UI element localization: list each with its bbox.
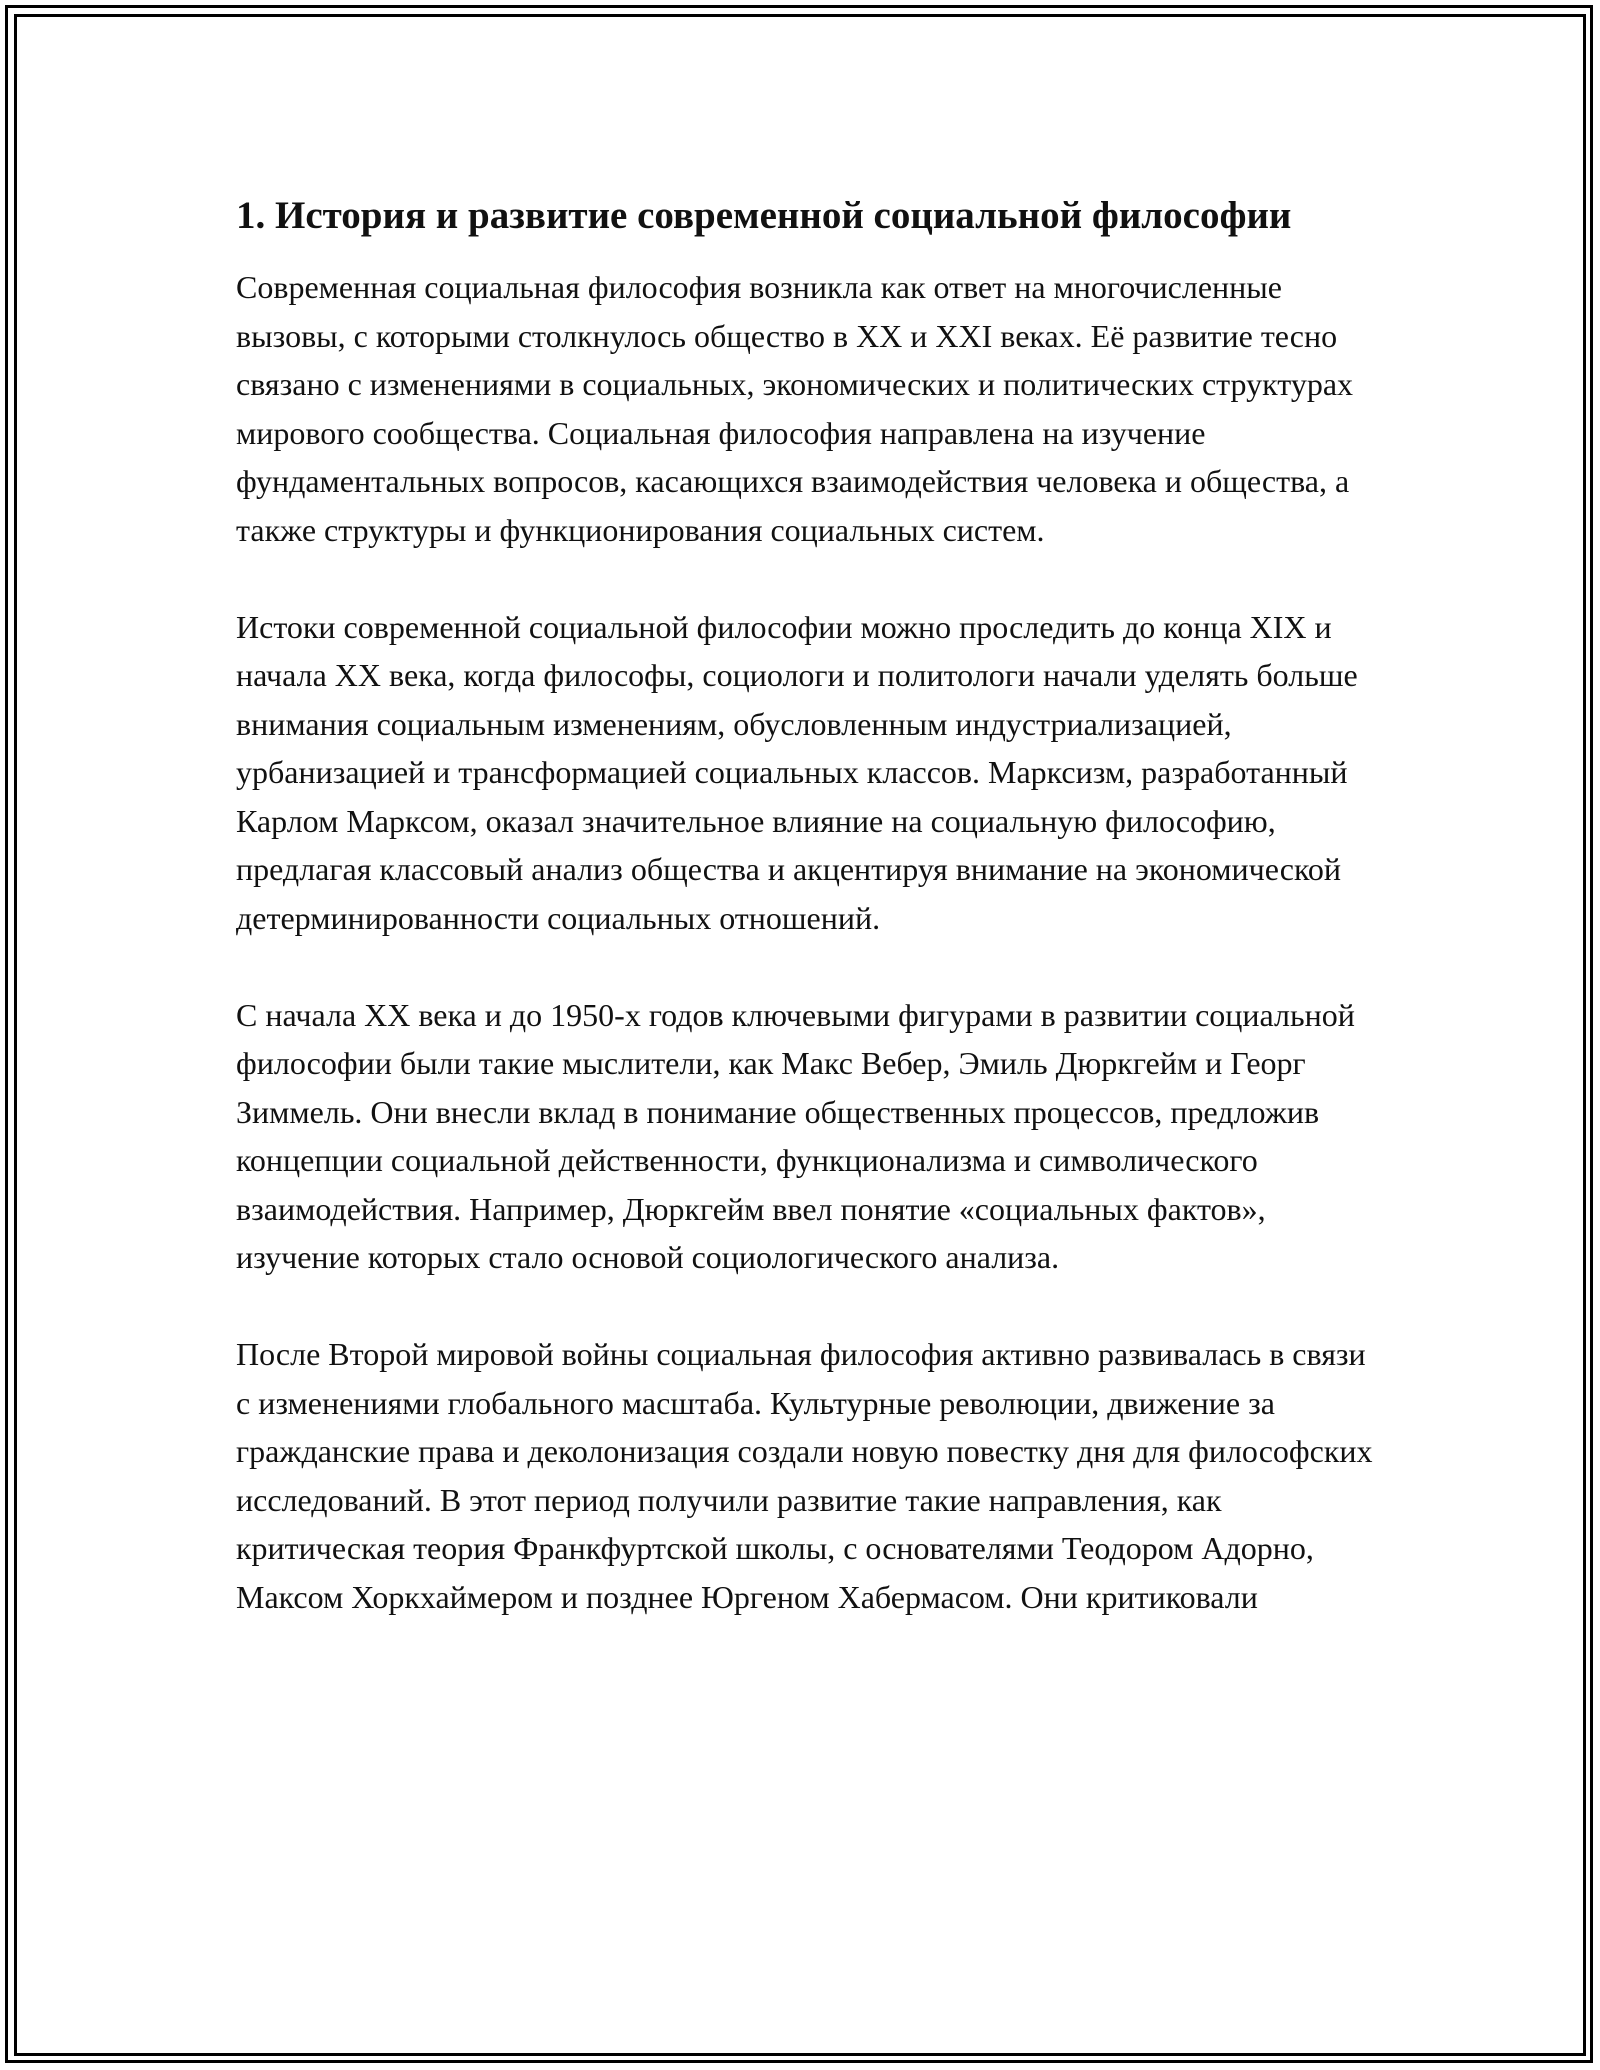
document-body [236,188,1386,1621]
paragraph-2: Истоки современной социальной философии можно проследить до конца XIX и начала XX века, когда философы, социологи и политологи начали уделять больше внимания социальным изменениям, обусловленным индустриализацией, урбанизацией и трансформацией социальных классов. Марксизм, разработанный Карлом Марксом, оказал значительное влияние на социальную философию, предлагая классовый анализ общества и акцентируя внимание на экономической детерминированности социальных отношений. [236,608,1358,936]
section-heading: 1. История и развитие современной социальной философии [236,194,1292,237]
paragraph-4: После Второй мировой войны социальная философия активно развивалась в связи с изменениями глобального масштаба. Культурные революции, движение за гражданские права и деколонизация создали новую повестку дня для философских исследований. В этот период получили развитие такие направления, как критическая теория Франкфуртской школы, с основателями Теодором Адорно, Максом Хоркхаймером и позднее Юргеном Хабермасом. Они критиковали [236,1336,1373,1615]
paragraph-1: Современная социальная философия возникла как ответ на многочисленные вызовы, с которыми столкнулось общество в XX и XXI веках. Её развитие тесно связано с изменениями в социальных, экономических и политических структурах мирового сообщества. Социальная философия направлена на изучение фундаментальных вопросов, касающихся взаимодействия человека и общества, а также структуры и функционирования социальных систем. [236,269,1354,548]
paragraph-3: С начала XX века и до 1950-х годов ключевыми фигурами в развитии социальной философии были такие мыслители, как Макс Вебер, Эмиль Дюркгейм и Георг Зиммель. Они внесли вклад в понимание общественных процессов, предложив концепции социальной действенности, функционализма и символического взаимодействия. Например, Дюркгейм ввел понятие «социальных фактов», изучение которых стало основой социологического анализа. [236,996,1355,1275]
